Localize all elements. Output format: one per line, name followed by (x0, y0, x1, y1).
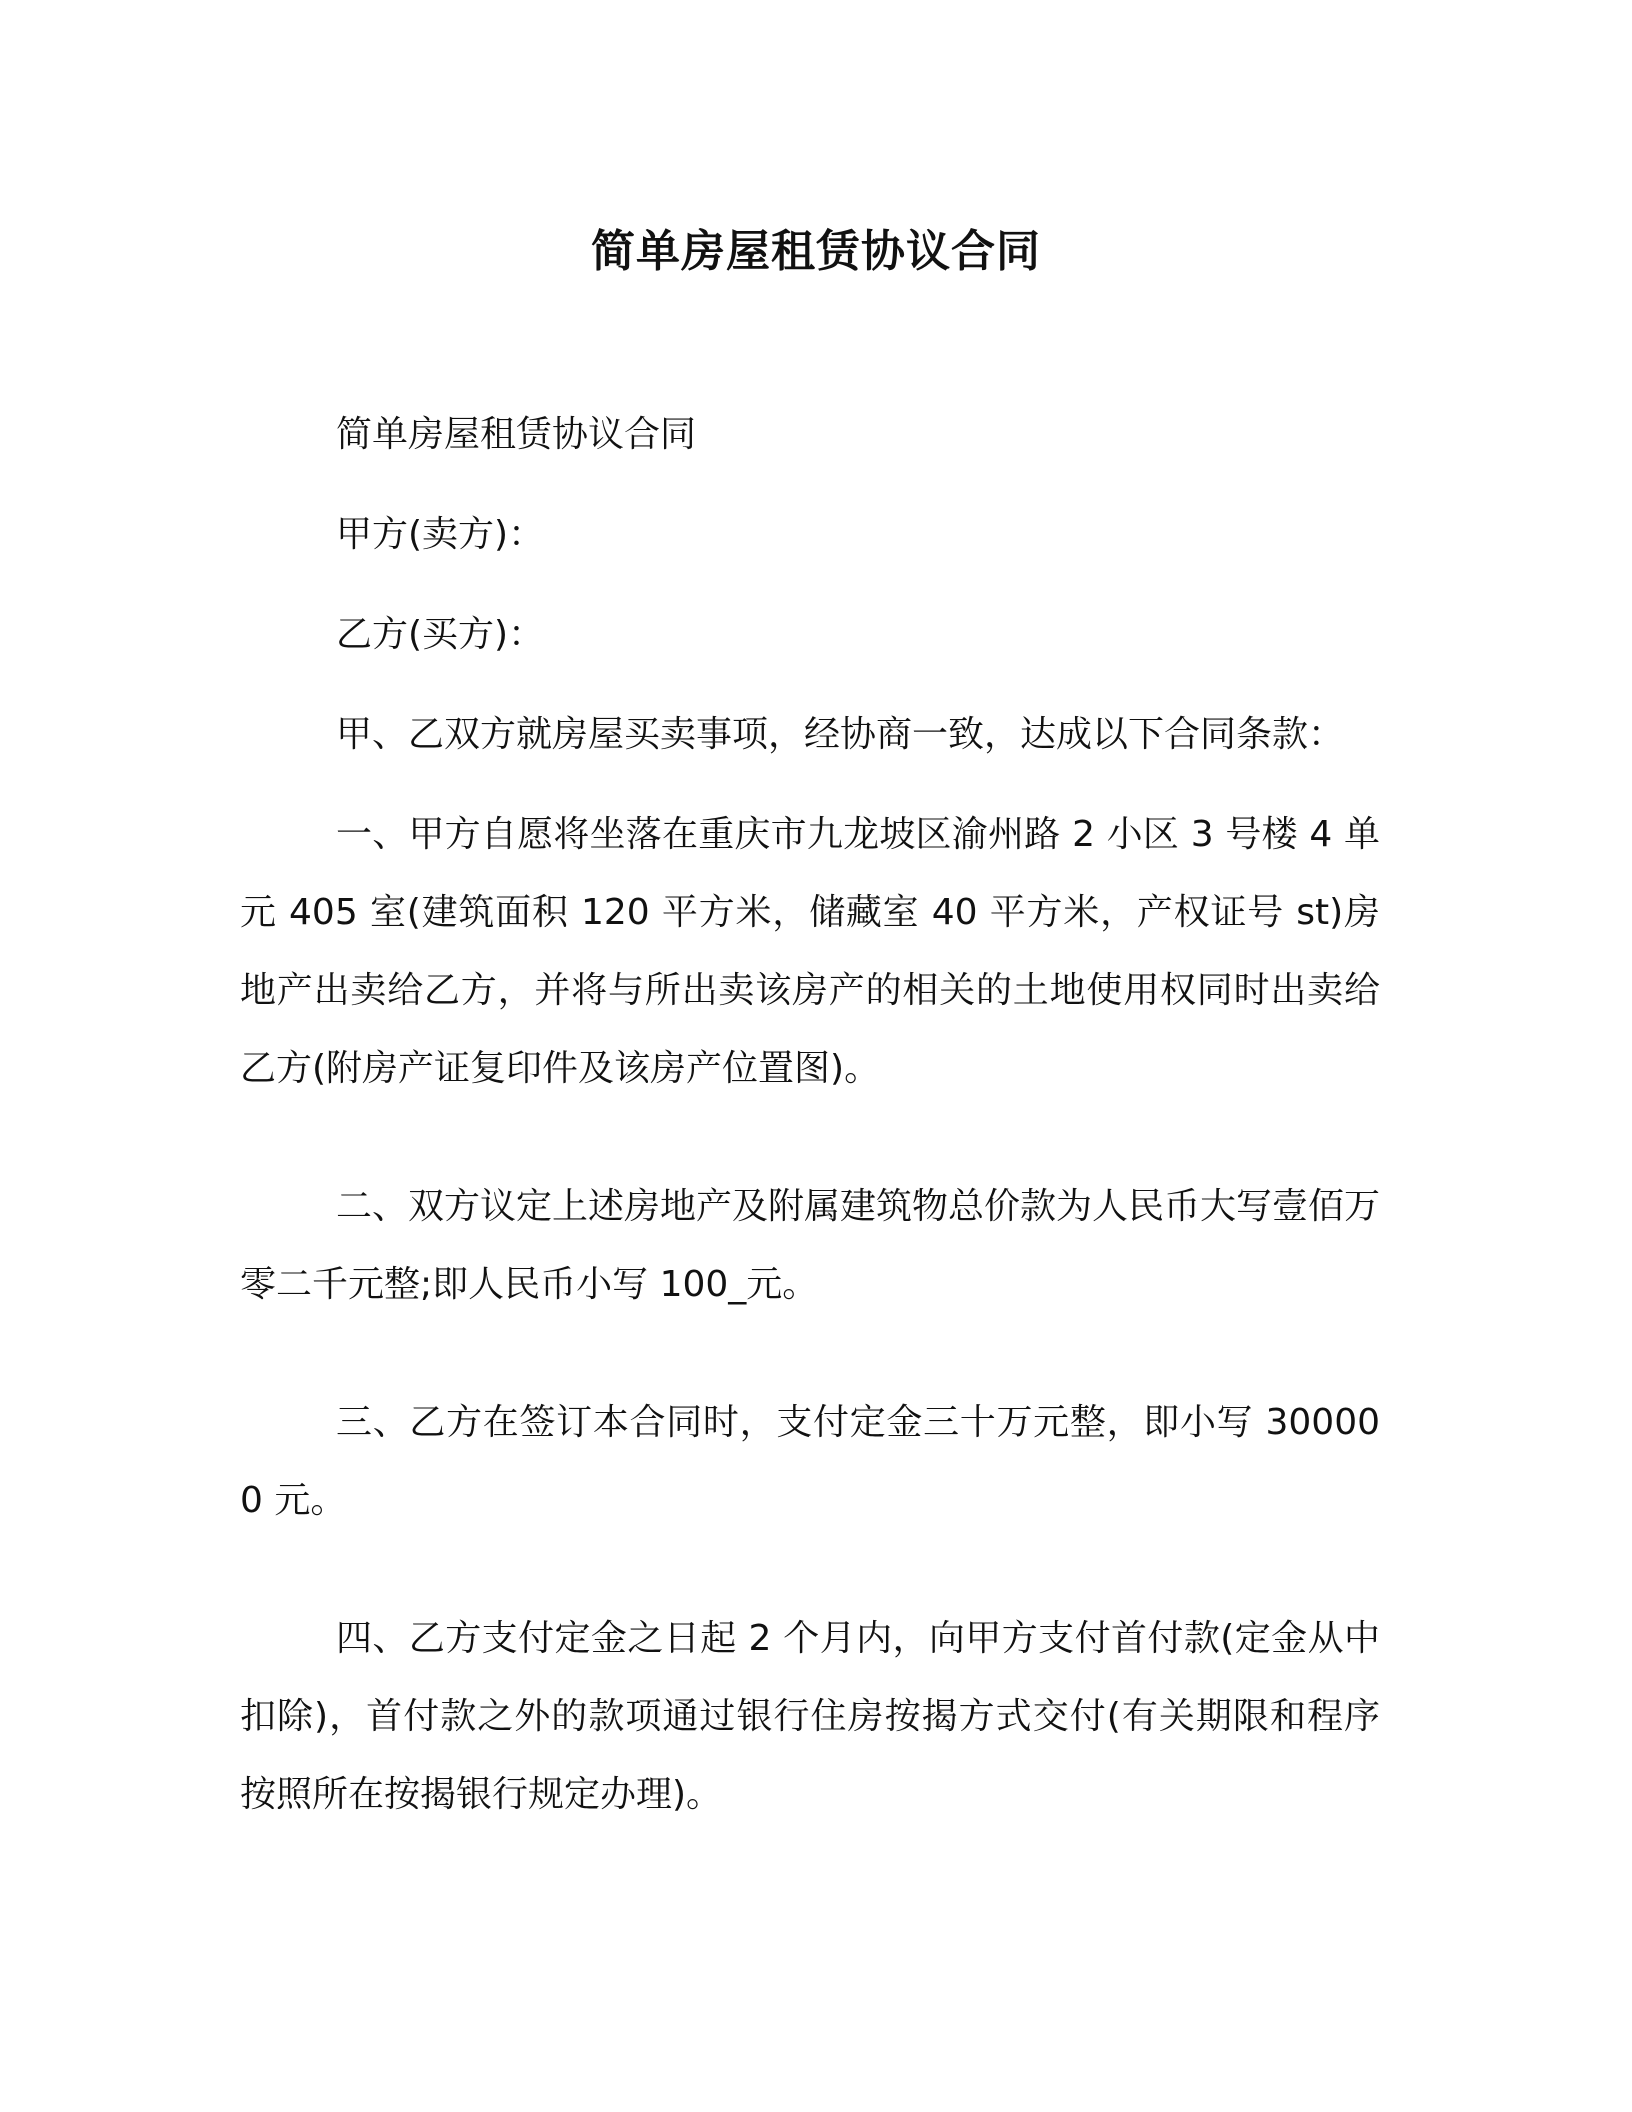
clause-2: 二、双方议定上述房地产及附属建筑物总价款为人民币大写壹佰万零二千元整;即人民币小写 100_元。 (240, 1186, 1381, 1305)
clause-1: 一、甲方自愿将坐落在重庆市九龙坡区渝州路 2 小区 3 号楼 4 单元 405 室(建筑面积 120 平方米，储藏室 40 平方米，产权证号 st)房地产出卖给乙方，并将与所出卖该房产的相关的土地使用权同时出卖给乙方(附房产证复印件及该房产位置图)。 (240, 814, 1380, 1089)
document-body (240, 396, 1380, 1894)
clause-4: 四、乙方支付定金之日起 2 个月内，向甲方支付首付款(定金从中扣除)，首付款之外的款项通过银行住房按揭方式交付(有关期限和程序按照所在按揭银行规定办理)。 (240, 1618, 1380, 1815)
document-title: 简单房屋租赁协议合同 (591, 226, 1041, 277)
paragraph-party-a: 甲方(卖方)： (336, 514, 545, 555)
paragraph-party-b: 乙方(买方)： (336, 614, 545, 655)
paragraph-preamble: 甲、乙双方就房屋买卖事项，经协商一致，达成以下合同条款： (336, 714, 1345, 755)
paragraph-heading: 简单房屋租赁协议合同 (336, 414, 697, 455)
clause-3: 三、乙方在签订本合同时，支付定金三十万元整，即小写 300000 元。 (240, 1402, 1380, 1521)
